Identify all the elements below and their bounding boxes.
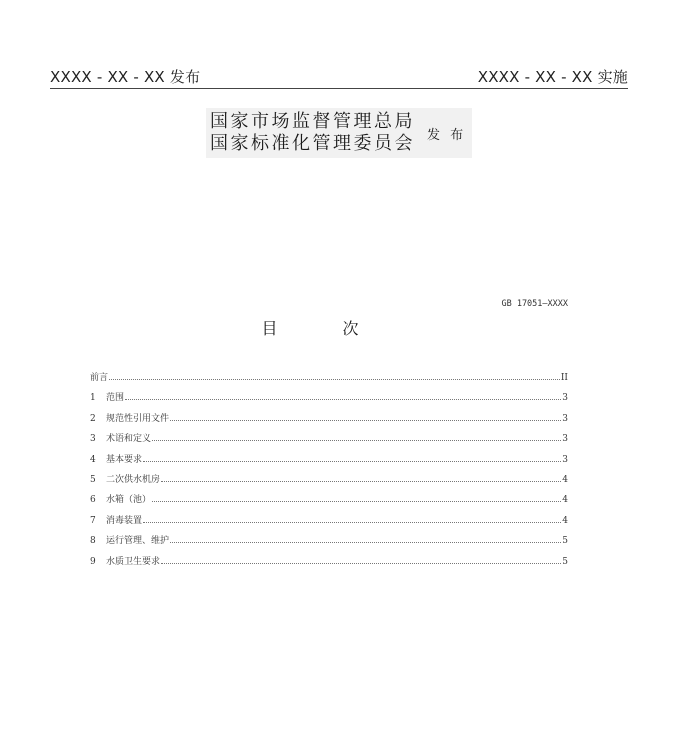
toc-entry-label: 运行管理、维护 — [106, 536, 170, 547]
toc-entry-4[interactable] — [90, 452, 568, 472]
toc-entry-label: 术语和定义 — [106, 434, 152, 445]
toc-entry-8[interactable] — [90, 533, 568, 553]
toc-leader — [125, 398, 561, 400]
toc-entry-label: 水质卫生要求 — [106, 556, 161, 567]
toc-entry-number: 5 — [90, 474, 96, 485]
toc-entry-6[interactable] — [90, 492, 568, 512]
table-of-contents — [90, 370, 568, 574]
toc-entry-label: 基本要求 — [106, 454, 143, 465]
toc-entry-number: 9 — [90, 556, 96, 567]
toc-entry-5[interactable] — [90, 472, 568, 492]
toc-leader — [170, 419, 561, 421]
toc-entry-page: 3 — [562, 434, 568, 445]
issuer-block — [206, 108, 472, 158]
toc-entry-label: 前言 — [90, 373, 109, 383]
issuer-name-2: 国家标准化管理委员会 — [210, 133, 415, 154]
toc-entry-page: 4 — [562, 474, 568, 485]
toc-entry-label: 范围 — [106, 393, 125, 404]
toc-entry-3[interactable] — [90, 431, 568, 451]
issuer-name-1: 国家市场监督管理总局 — [210, 111, 415, 132]
toc-entry-number: 6 — [90, 495, 96, 506]
toc-entry-page: 3 — [562, 454, 568, 465]
toc-leader — [109, 378, 560, 380]
toc-entry-label: 水箱（池） — [106, 495, 152, 506]
toc-entry-label: 二次供水机房 — [106, 474, 161, 485]
toc-entry-label: 消毒装置 — [106, 515, 143, 526]
toc-entry-number: 3 — [90, 434, 96, 445]
implement-date: XXXX - XX - XX 实施 — [477, 68, 628, 86]
toc-entry-2[interactable] — [90, 411, 568, 431]
toc-entry-number: 1 — [90, 393, 96, 404]
toc-entry-9[interactable] — [90, 554, 568, 574]
toc-entry-label: 规范性引用文件 — [106, 413, 170, 424]
toc-leader — [152, 500, 561, 502]
toc-entry-1[interactable] — [90, 390, 568, 410]
standard-code: GB 17051—XXXX — [501, 299, 568, 309]
issuer-names — [206, 111, 415, 155]
toc-entry-number: 2 — [90, 413, 96, 424]
toc-leader — [161, 480, 561, 482]
toc-leader — [152, 439, 561, 441]
toc-entry-page: 3 — [562, 393, 568, 404]
toc-entry-page: 5 — [562, 556, 568, 567]
toc-entry-page: 4 — [562, 515, 568, 526]
toc-entry-page: 3 — [562, 413, 568, 424]
toc-leader — [161, 562, 561, 564]
toc-leader — [143, 521, 561, 523]
publish-label: 发 布 — [427, 127, 467, 143]
toc-entry-page: II — [560, 373, 568, 383]
toc-entry-7[interactable] — [90, 513, 568, 533]
toc-entry-page: 4 — [562, 495, 568, 506]
toc-entry-page: 5 — [562, 536, 568, 547]
header-rule — [50, 88, 628, 89]
toc-title: 目 次 — [261, 319, 389, 338]
toc-entry-preface[interactable] — [90, 370, 568, 390]
toc-leader — [143, 460, 561, 462]
toc-leader — [170, 541, 561, 543]
publish-date: XXXX - XX - XX 发布 — [50, 68, 201, 86]
toc-entry-number: 4 — [90, 454, 96, 465]
toc-entry-number: 7 — [90, 515, 96, 526]
toc-entry-number: 8 — [90, 536, 96, 547]
